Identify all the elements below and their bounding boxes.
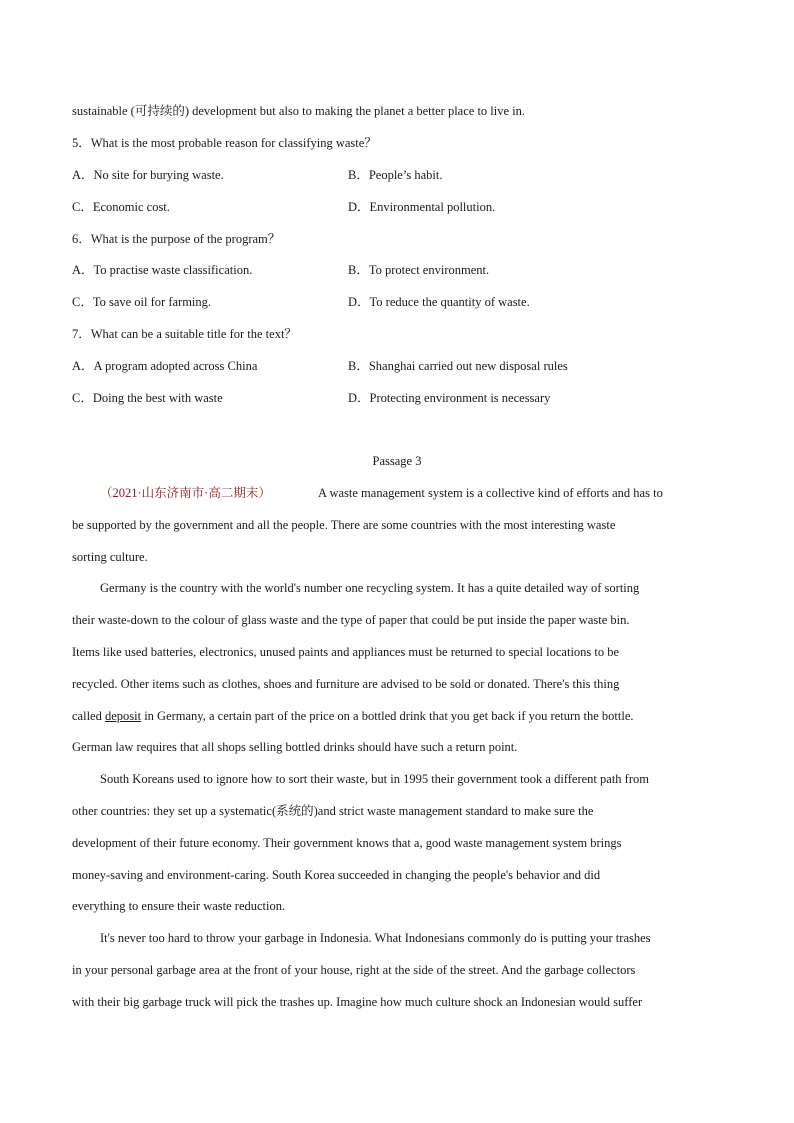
passage-title: Passage 3	[372, 454, 422, 468]
p2-line-3: Items like used batteries, electronics, unused paints and appliances must be returned to special locations to be	[72, 645, 620, 659]
p4-line-2: in your personal garbage area at the front of your house, right at the side of the street. And the garbage collectors	[72, 963, 636, 977]
p3-line-4: money-saving and environment-caring. South Korea succeeded in changing the people's behavior and did	[72, 868, 601, 882]
question-7-option-c: C．Doing the best with waste	[72, 391, 223, 405]
p4-line-1: It's never too hard to throw your garbage in Indonesia. What Indonesians commonly do is putting your trashes	[100, 931, 651, 945]
question-5-option-a: A．No site for burying waste.	[72, 168, 224, 182]
p2-line-5	[72, 708, 634, 724]
question-7-option-b: B．Shanghai carried out new disposal rules	[348, 359, 568, 373]
p1-line-3: sorting culture.	[72, 550, 148, 564]
question-6-stem: 6．What is the purpose of the program？	[72, 232, 281, 246]
underlined-word-deposit: deposit	[104, 709, 142, 723]
question-6-option-b: B．To protect environment.	[348, 263, 490, 277]
p3-line-3: development of their future economy. Their government knows that a, good waste management system brings	[72, 836, 622, 850]
p2-line-5-post: in Germany, a certain part of the price on a bottled drink that you get back if you return the bottle.	[141, 709, 634, 723]
question-7-option-a: A．A program adopted across China	[72, 359, 258, 373]
p2-line-6: German law requires that all shops selling bottled drinks should have such a return point.	[72, 740, 518, 754]
question-5-option-b: B．People’s habit.	[348, 168, 443, 182]
p1-line-2: be supported by the government and all the people. There are some countries with the most interesting waste	[72, 518, 616, 532]
question-7-stem: 7．What can be a suitable title for the text？	[72, 327, 297, 341]
question-6-option-d: D．To reduce the quantity of waste.	[348, 295, 530, 309]
p2-line-5-pre: called	[72, 709, 105, 723]
p2-line-2: their waste-down to the colour of glass waste and the type of paper that could be put inside the paper waste bin.	[72, 613, 630, 627]
question-7-option-d: D．Protecting environment is necessary	[348, 391, 551, 405]
question-5-option-d: D．Environmental pollution.	[348, 200, 496, 214]
question-5-stem: 5．What is the most probable reason for classifying waste？	[72, 136, 377, 150]
p3-line-5: everything to ensure their waste reduction.	[72, 899, 286, 913]
p2-line-4: recycled. Other items such as clothes, shoes and furniture are advised to be sold or donated. There's this thing	[72, 677, 620, 691]
p3-line-2: other countries: they set up a systematic(系统的)and strict waste management standard to make sure the	[72, 804, 594, 818]
question-5-option-c: C．Economic cost.	[72, 200, 170, 214]
question-6-option-a: A．To practise waste classification.	[72, 263, 253, 277]
question-6-option-c: C．To save oil for farming.	[72, 295, 212, 309]
intro-tail-line: sustainable (可持续的) development but also to making the planet a better place to live in.	[72, 104, 526, 118]
p4-line-3: with their big garbage truck will pick the trashes up. Imagine how much culture shock an Indonesian would suffer	[72, 995, 643, 1009]
p3-line-1: South Koreans used to ignore how to sort their waste, but in 1995 their government took a different path from	[100, 772, 649, 786]
p1-line-1: A waste management system is a collective kind of efforts and has to	[318, 486, 663, 500]
source-tag: （2021·山东济南市·高二期末）	[100, 486, 271, 500]
p2-line-1: Germany is the country with the world's number one recycling system. It has a quite detailed way of sorting	[100, 581, 640, 595]
